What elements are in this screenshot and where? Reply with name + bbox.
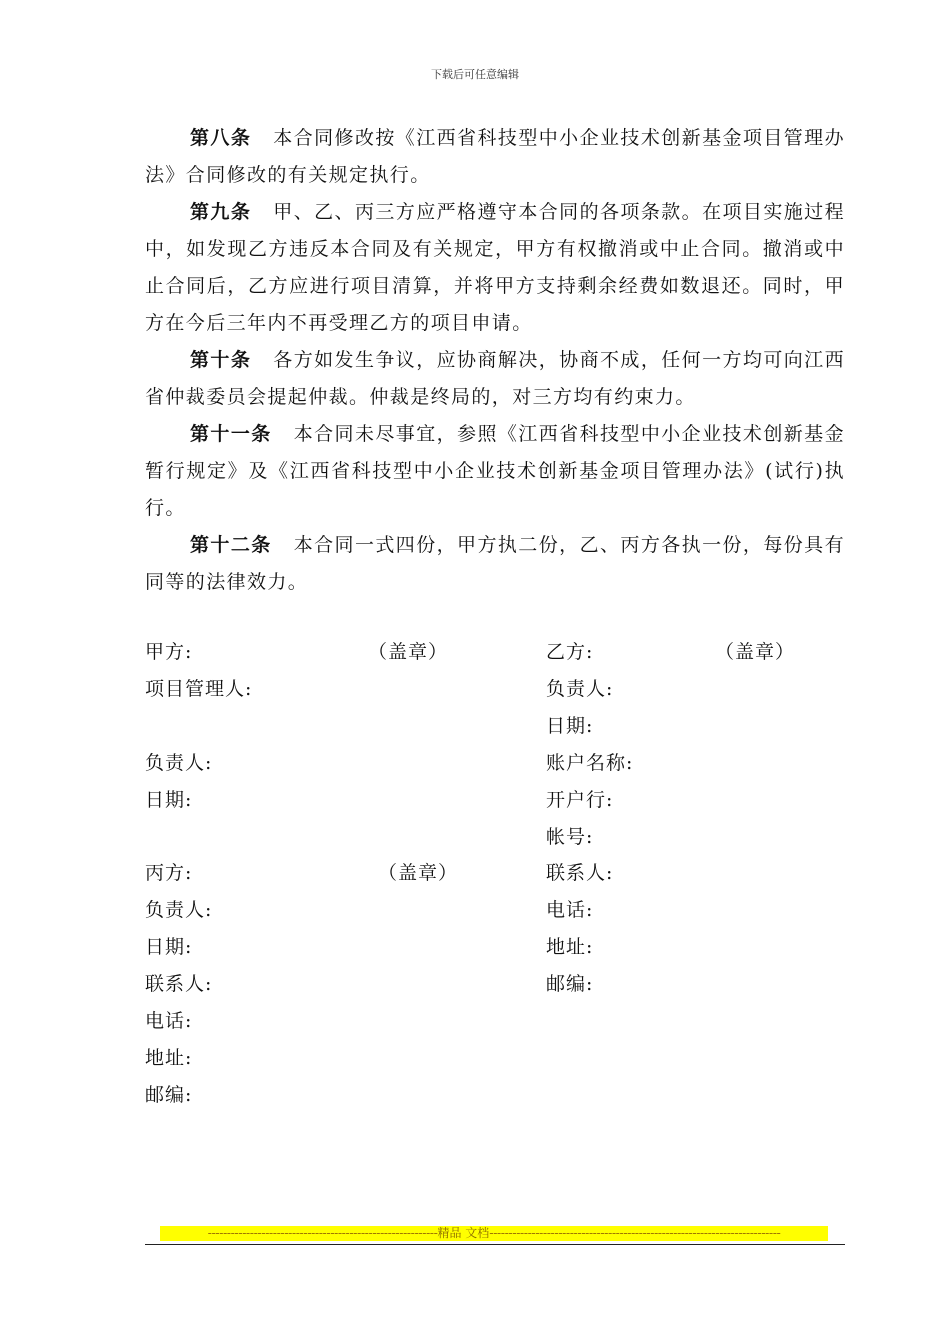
party-b-seal: （盖章） [715, 641, 796, 663]
party-b-account-name: 账户名称: [546, 752, 634, 774]
article-8 [145, 120, 845, 194]
party-c-contact: 联系人: [145, 973, 213, 995]
party-a-label: 甲方: [145, 641, 193, 663]
party-c-address: 地址: [145, 1047, 193, 1069]
article-9 [145, 194, 845, 342]
page-header: 下载后可任意编辑 [431, 68, 519, 81]
footer-banner [160, 1226, 828, 1241]
party-b-label: 乙方: [546, 641, 594, 663]
article-11 [145, 416, 845, 527]
article-body: 本合同未尽事宜，参照《江西省科技型中小企业技术创新基金暂行规定》及《江西省科技型中小企业技术创新基金项目管理办法》(试行)执行。 [145, 423, 845, 519]
article-10 [145, 342, 845, 416]
article-body: 本合同修改按《江西省科技型中小企业技术创新基金项目管理办法》合同修改的有关规定执行。 [145, 127, 846, 186]
party-b-phone: 电话: [546, 899, 594, 921]
footer-divider [145, 1244, 845, 1245]
footer-dashes-left: ------------------------------------------------------------ [207, 1226, 438, 1240]
article-body: 甲、乙、丙三方应严格遵守本合同的各项条款。在项目实施过程中，如发现乙方违反本合同及有关规定，甲方有权撤消或中止合同。撤消或中止合同后，乙方应进行项目清算，并将甲方支持剩余经费如数退还。同时，甲方在今后三年内不再受理乙方的项目申请。 [145, 201, 846, 334]
party-a-date: 日期: [145, 789, 193, 811]
footer-dashes-right: ---------------------------------------------------------------------------- [489, 1226, 781, 1240]
article-title: 第十二条 [190, 534, 272, 556]
party-b-contact: 联系人: [546, 862, 614, 884]
article-12 [145, 527, 845, 601]
party-a-manager: 项目管理人: [145, 678, 253, 700]
party-a-responsible: 负责人: [145, 752, 213, 774]
article-title: 第十条 [190, 349, 252, 371]
party-a-seal: （盖章） [368, 641, 449, 663]
party-c-responsible: 负责人: [145, 899, 213, 921]
party-b-responsible: 负责人: [546, 678, 614, 700]
article-title: 第十一条 [190, 423, 272, 445]
article-body: 各方如发生争议，应协商解决，协商不成，任何一方均可向江西省仲裁委员会提起仲裁。仲裁是终局的，对三方均有约束力。 [145, 349, 846, 408]
footer-text: 精品 文档 [437, 1226, 490, 1240]
party-c-label: 丙方: [145, 862, 193, 884]
party-b-address: 地址: [546, 936, 594, 958]
article-title: 第八条 [190, 127, 252, 149]
party-b-bank: 开户行: [546, 789, 614, 811]
party-c-date: 日期: [145, 936, 193, 958]
party-c-seal: （盖章） [378, 862, 459, 884]
article-body: 本合同一式四份，甲方执二份，乙、丙方各执一份，每份具有同等的法律效力。 [145, 534, 845, 593]
party-c-phone: 电话: [145, 1010, 193, 1032]
party-b-date: 日期: [546, 715, 594, 737]
article-title: 第九条 [190, 201, 252, 223]
party-b-postcode: 邮编: [546, 973, 594, 995]
party-b-account-no: 帐号: [546, 826, 594, 848]
party-c-postcode: 邮编: [145, 1084, 193, 1106]
contract-articles [145, 120, 845, 601]
